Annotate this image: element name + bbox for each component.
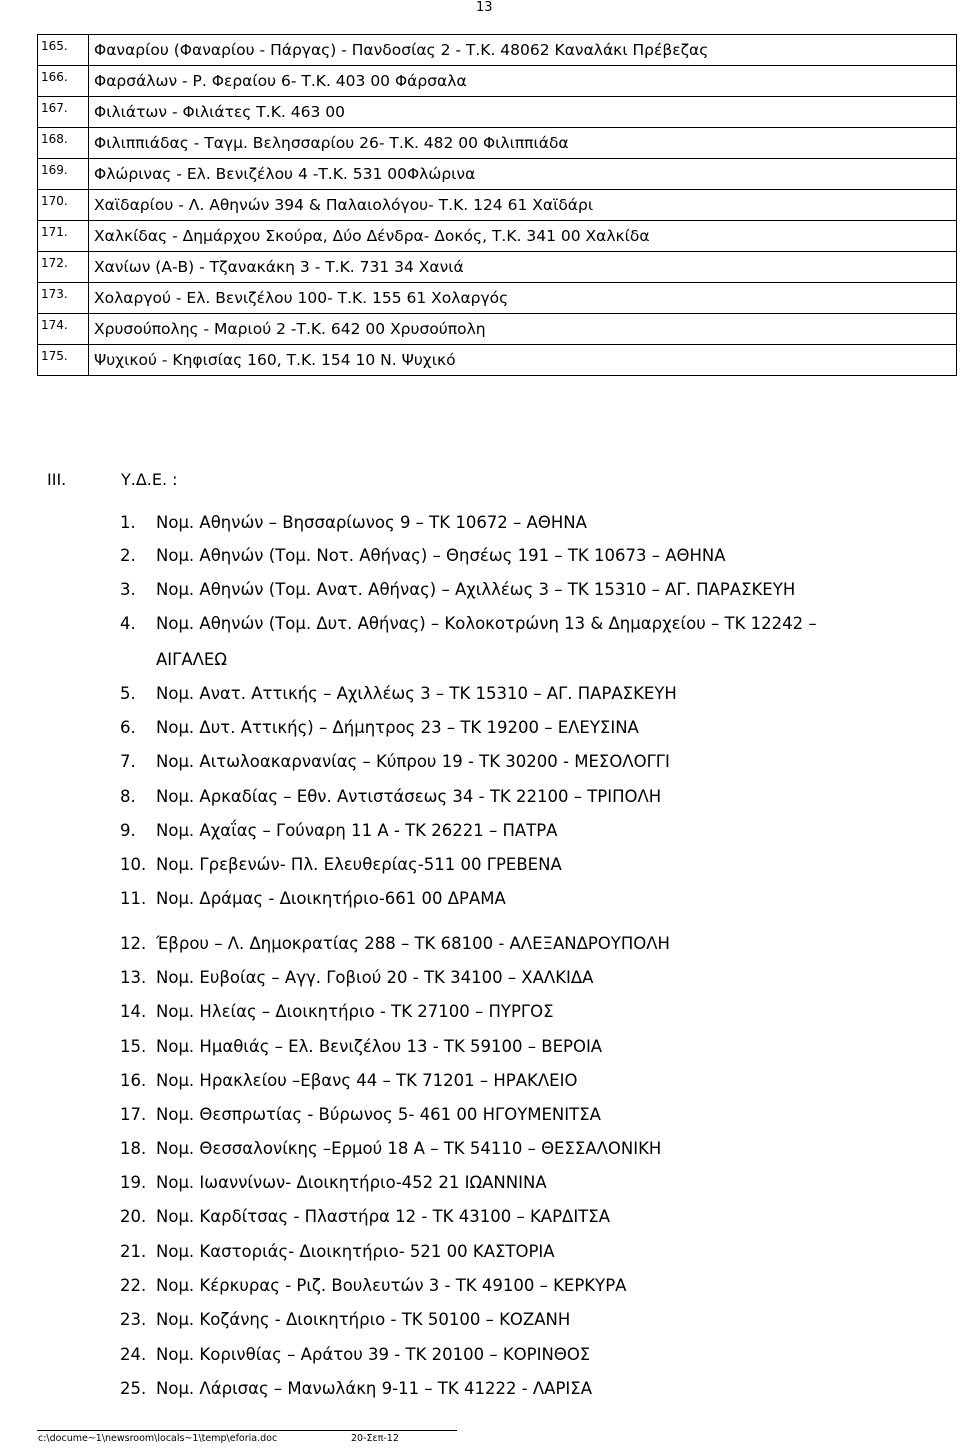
list-item-text: Νομ. Ηλείας – Διοικητήριο - ΤΚ 27100 – ΠΥΡΓΟΣ [156,1002,554,1021]
row-text: Χρυσούπολης - Μαριού 2 -Τ.Κ. 642 00 Χρυσούπολη [89,314,957,345]
table-row [38,190,957,221]
row-text: Χολαργού - Ελ. Βενιζέλου 100- Τ.Κ. 155 61 Χολαργός [89,283,957,314]
row-number: 170. [38,190,89,221]
table-row [38,97,957,128]
row-text: Χανίων (Α-Β) - Τζανακάκη 3 - Τ.Κ. 731 34 Χανιά [89,252,957,283]
row-text: Φιλιππιάδας - Ταγμ. Βελησσαρίου 26- Τ.Κ. 482 00 Φιλιππιάδα [89,128,957,159]
footer [38,1433,399,1444]
list-item [120,513,587,533]
row-text: Φαρσάλων - Ρ. Φεραίου 6- Τ.Κ. 403 00 Φάρσαλα [89,66,957,97]
row-text: Φλώρινας - Ελ. Βενιζέλου 4 -Τ.Κ. 531 00Φλώρινα [89,159,957,190]
list-item [120,934,670,954]
list-item-text: Νομ. Ιωαννίνων- Διοικητήριο-452 21 ΙΩΑΝΝΙΝΑ [156,1173,547,1192]
section-title: Υ.Δ.Ε. : [121,470,178,489]
row-text: Φαναρίου (Φαναρίου - Πάργας) - Πανδοσίας 2 - Τ.Κ. 48062 Καναλάκι Πρέβεζας [89,35,957,66]
list-item [120,1037,602,1057]
row-text: Φιλιάτων - Φιλιάτες Τ.Κ. 463 00 [89,97,957,128]
list-item [120,1379,592,1399]
table-row [38,283,957,314]
list-item [120,614,817,634]
list-item-text: Νομ. Αθηνών (Τομ. Νοτ. Αθήνας) – Θησέως 191 – ΤΚ 10673 – ΑΘΗΝΑ [156,546,726,565]
table-row [38,221,957,252]
list-item [120,546,726,566]
list-item [120,752,670,772]
list-item [120,968,593,988]
list-item-number: 23. [120,1310,147,1329]
list-item-number: 5. [120,684,136,703]
list-item [120,1002,554,1022]
list-item-number: 14. [120,1002,147,1021]
offices-table [37,34,957,376]
list-item-text: Νομ. Ηρακλείου –Εβανς 44 – ΤΚ 71201 – ΗΡΑΚΛΕΙΟ [156,1071,578,1090]
list-item [120,1276,626,1296]
list-item [120,684,677,704]
section-heading [47,470,178,489]
list-item-text: Νομ. Γρεβενών- Πλ. Ελευθερίας-511 00 ΓΡΕΒΕΝΑ [156,855,562,874]
list-item-number: 10. [120,855,147,874]
list-item-number: 17. [120,1105,147,1124]
list-item-number: 1. [120,513,136,532]
row-number: 166. [38,66,89,97]
table-row [38,345,957,376]
list-item [120,1139,661,1159]
list-item-text: Νομ. Θεσσαλονίκης –Ερμού 18 Α – ΤΚ 54110 – ΘΕΣΣΑΛΟΝΙΚΗ [156,1139,662,1158]
table-row [38,159,957,190]
row-number: 172. [38,252,89,283]
list-item [120,1207,610,1227]
list-item-text: ΑΙΓΑΛΕΩ [156,650,227,669]
table-row [38,35,957,66]
table-row [38,252,957,283]
list-item [120,650,227,670]
footer-divider [37,1430,457,1431]
list-item [120,1345,590,1365]
list-item [120,855,562,875]
list-item-text: Έβρου – Λ. Δημοκρατίας 288 – ΤΚ 68100 - ΑΛΕΞΑΝΔΡΟΥΠΟΛΗ [156,934,670,953]
row-number: 167. [38,97,89,128]
row-number: 174. [38,314,89,345]
page-number: 13 [476,0,493,15]
list-item [120,1310,570,1330]
row-number: 169. [38,159,89,190]
list-item-text: Νομ. Δράμας - Διοικητήριο-661 00 ΔΡΑΜΑ [156,889,506,908]
list-item-number: 3. [120,580,136,599]
list-item [120,718,639,738]
list-item-number: 15. [120,1037,147,1056]
list-item-text: Νομ. Κορινθίας – Αράτου 39 - ΤΚ 20100 – ΚΟΡΙΝΘΟΣ [156,1345,591,1364]
table-row [38,66,957,97]
list-item [120,821,557,841]
list-item-number: 12. [120,934,147,953]
list-item [120,1173,547,1193]
list-item-number: 11. [120,889,147,908]
footer-date: 20-Σεπ-12 [351,1433,399,1444]
list-item-text: Νομ. Ευβοίας – Αγγ. Γοβιού 20 - ΤΚ 34100 – ΧΑΛΚΙΔΑ [156,968,594,987]
list-item [120,1105,601,1125]
list-item-text: Νομ. Αρκαδίας – Εθν. Αντιστάσεως 34 - ΤΚ 22100 – ΤΡΙΠΟΛΗ [156,787,662,806]
row-number: 175. [38,345,89,376]
table-row [38,128,957,159]
list-item-number: 16. [120,1071,147,1090]
list-item-text: Νομ. Ανατ. Αττικής – Αχιλλέως 3 – ΤΚ 15310 – ΑΓ. ΠΑΡΑΣΚΕΥΗ [156,684,677,703]
list-item [120,580,795,600]
offices-table-body [38,35,957,376]
list-item-text: Νομ. Αχαΐας – Γούναρη 11 Α - ΤΚ 26221 – ΠΑΤΡΑ [156,821,558,840]
row-number: 168. [38,128,89,159]
list-item-number: 19. [120,1173,147,1192]
list-item-number: 25. [120,1379,147,1398]
list-item-text: Νομ. Κέρκυρας - Ριζ. Βουλευτών 3 - ΤΚ 49100 – ΚΕΡΚΥΡΑ [156,1276,627,1295]
row-text: Ψυχικού - Κηφισίας 160, Τ.Κ. 154 10 Ν. Ψυχικό [89,345,957,376]
list-item-text: Νομ. Καστοριάς- Διοικητήριο- 521 00 ΚΑΣΤΟΡΙΑ [156,1242,555,1261]
list-item-text: Νομ. Δυτ. Αττικής) – Δήμητρος 23 – ΤΚ 19200 – ΕΛΕΥΣΙΝΑ [156,718,639,737]
row-number: 171. [38,221,89,252]
list-item-number: 13. [120,968,147,987]
list-item-number: 21. [120,1242,147,1261]
list-item-text: Νομ. Αθηνών (Τομ. Ανατ. Αθήνας) – Αχιλλέως 3 – ΤΚ 15310 – ΑΓ. ΠΑΡΑΣΚΕΥΗ [156,580,796,599]
list-item-number: 4. [120,614,136,633]
row-number: 173. [38,283,89,314]
list-item-text: Νομ. Αιτωλοακαρνανίας – Κύπρου 19 - ΤΚ 30200 - ΜΕΣΟΛΟΓΓΙ [156,752,670,771]
row-text: Χαϊδαρίου - Λ. Αθηνών 394 & Παλαιολόγου- Τ.Κ. 124 61 Χαϊδάρι [89,190,957,221]
list-item-number: 7. [120,752,136,771]
list-item-text: Νομ. Θεσπρωτίας - Βύρωνος 5- 461 00 ΗΓΟΥΜΕΝΙΤΣΑ [156,1105,601,1124]
list-item-number: 24. [120,1345,147,1364]
footer-path: c:\docume~1\newsroom\locals~1\temp\eforia.doc [38,1433,278,1444]
list-item-text: Νομ. Λάρισας – Μανωλάκη 9-11 – ΤΚ 41222 - ΛΑΡΙΣΑ [156,1379,592,1398]
list-item [120,787,661,807]
list-item-number: 8. [120,787,136,806]
table-row [38,314,957,345]
list-item-number: 6. [120,718,136,737]
list-item-text: Νομ. Κοζάνης - Διοικητήριο - ΤΚ 50100 – ΚΟΖΑΝΗ [156,1310,571,1329]
list-item-text: Νομ. Αθηνών – Βησσαρίωνος 9 – ΤΚ 10672 – ΑΘΗΝΑ [156,513,587,532]
list-item [120,1242,555,1262]
list-item-number: 20. [120,1207,147,1226]
row-number: 165. [38,35,89,66]
list-item [120,1071,577,1091]
row-text: Χαλκίδας - Δημάρχου Σκούρα, Δύο Δένδρα- Δοκός, Τ.Κ. 341 00 Χαλκίδα [89,221,957,252]
list-item-number: 9. [120,821,136,840]
list-item-text: Νομ. Ημαθιάς – Ελ. Βενιζέλου 13 - ΤΚ 59100 – ΒΕΡΟΙΑ [156,1037,603,1056]
list-item-number: 22. [120,1276,147,1295]
list-item-number: 2. [120,546,136,565]
list-item-text: Νομ. Καρδίτσας - Πλαστήρα 12 - ΤΚ 43100 – ΚΑΡΔΙΤΣΑ [156,1207,610,1226]
list-item [120,889,506,909]
list-item-number: 18. [120,1139,147,1158]
section-roman: III. [47,470,67,489]
list-item-text: Νομ. Αθηνών (Τομ. Δυτ. Αθήνας) – Κολοκοτρώνη 13 & Δημαρχείου – ΤΚ 12242 – [156,614,817,633]
